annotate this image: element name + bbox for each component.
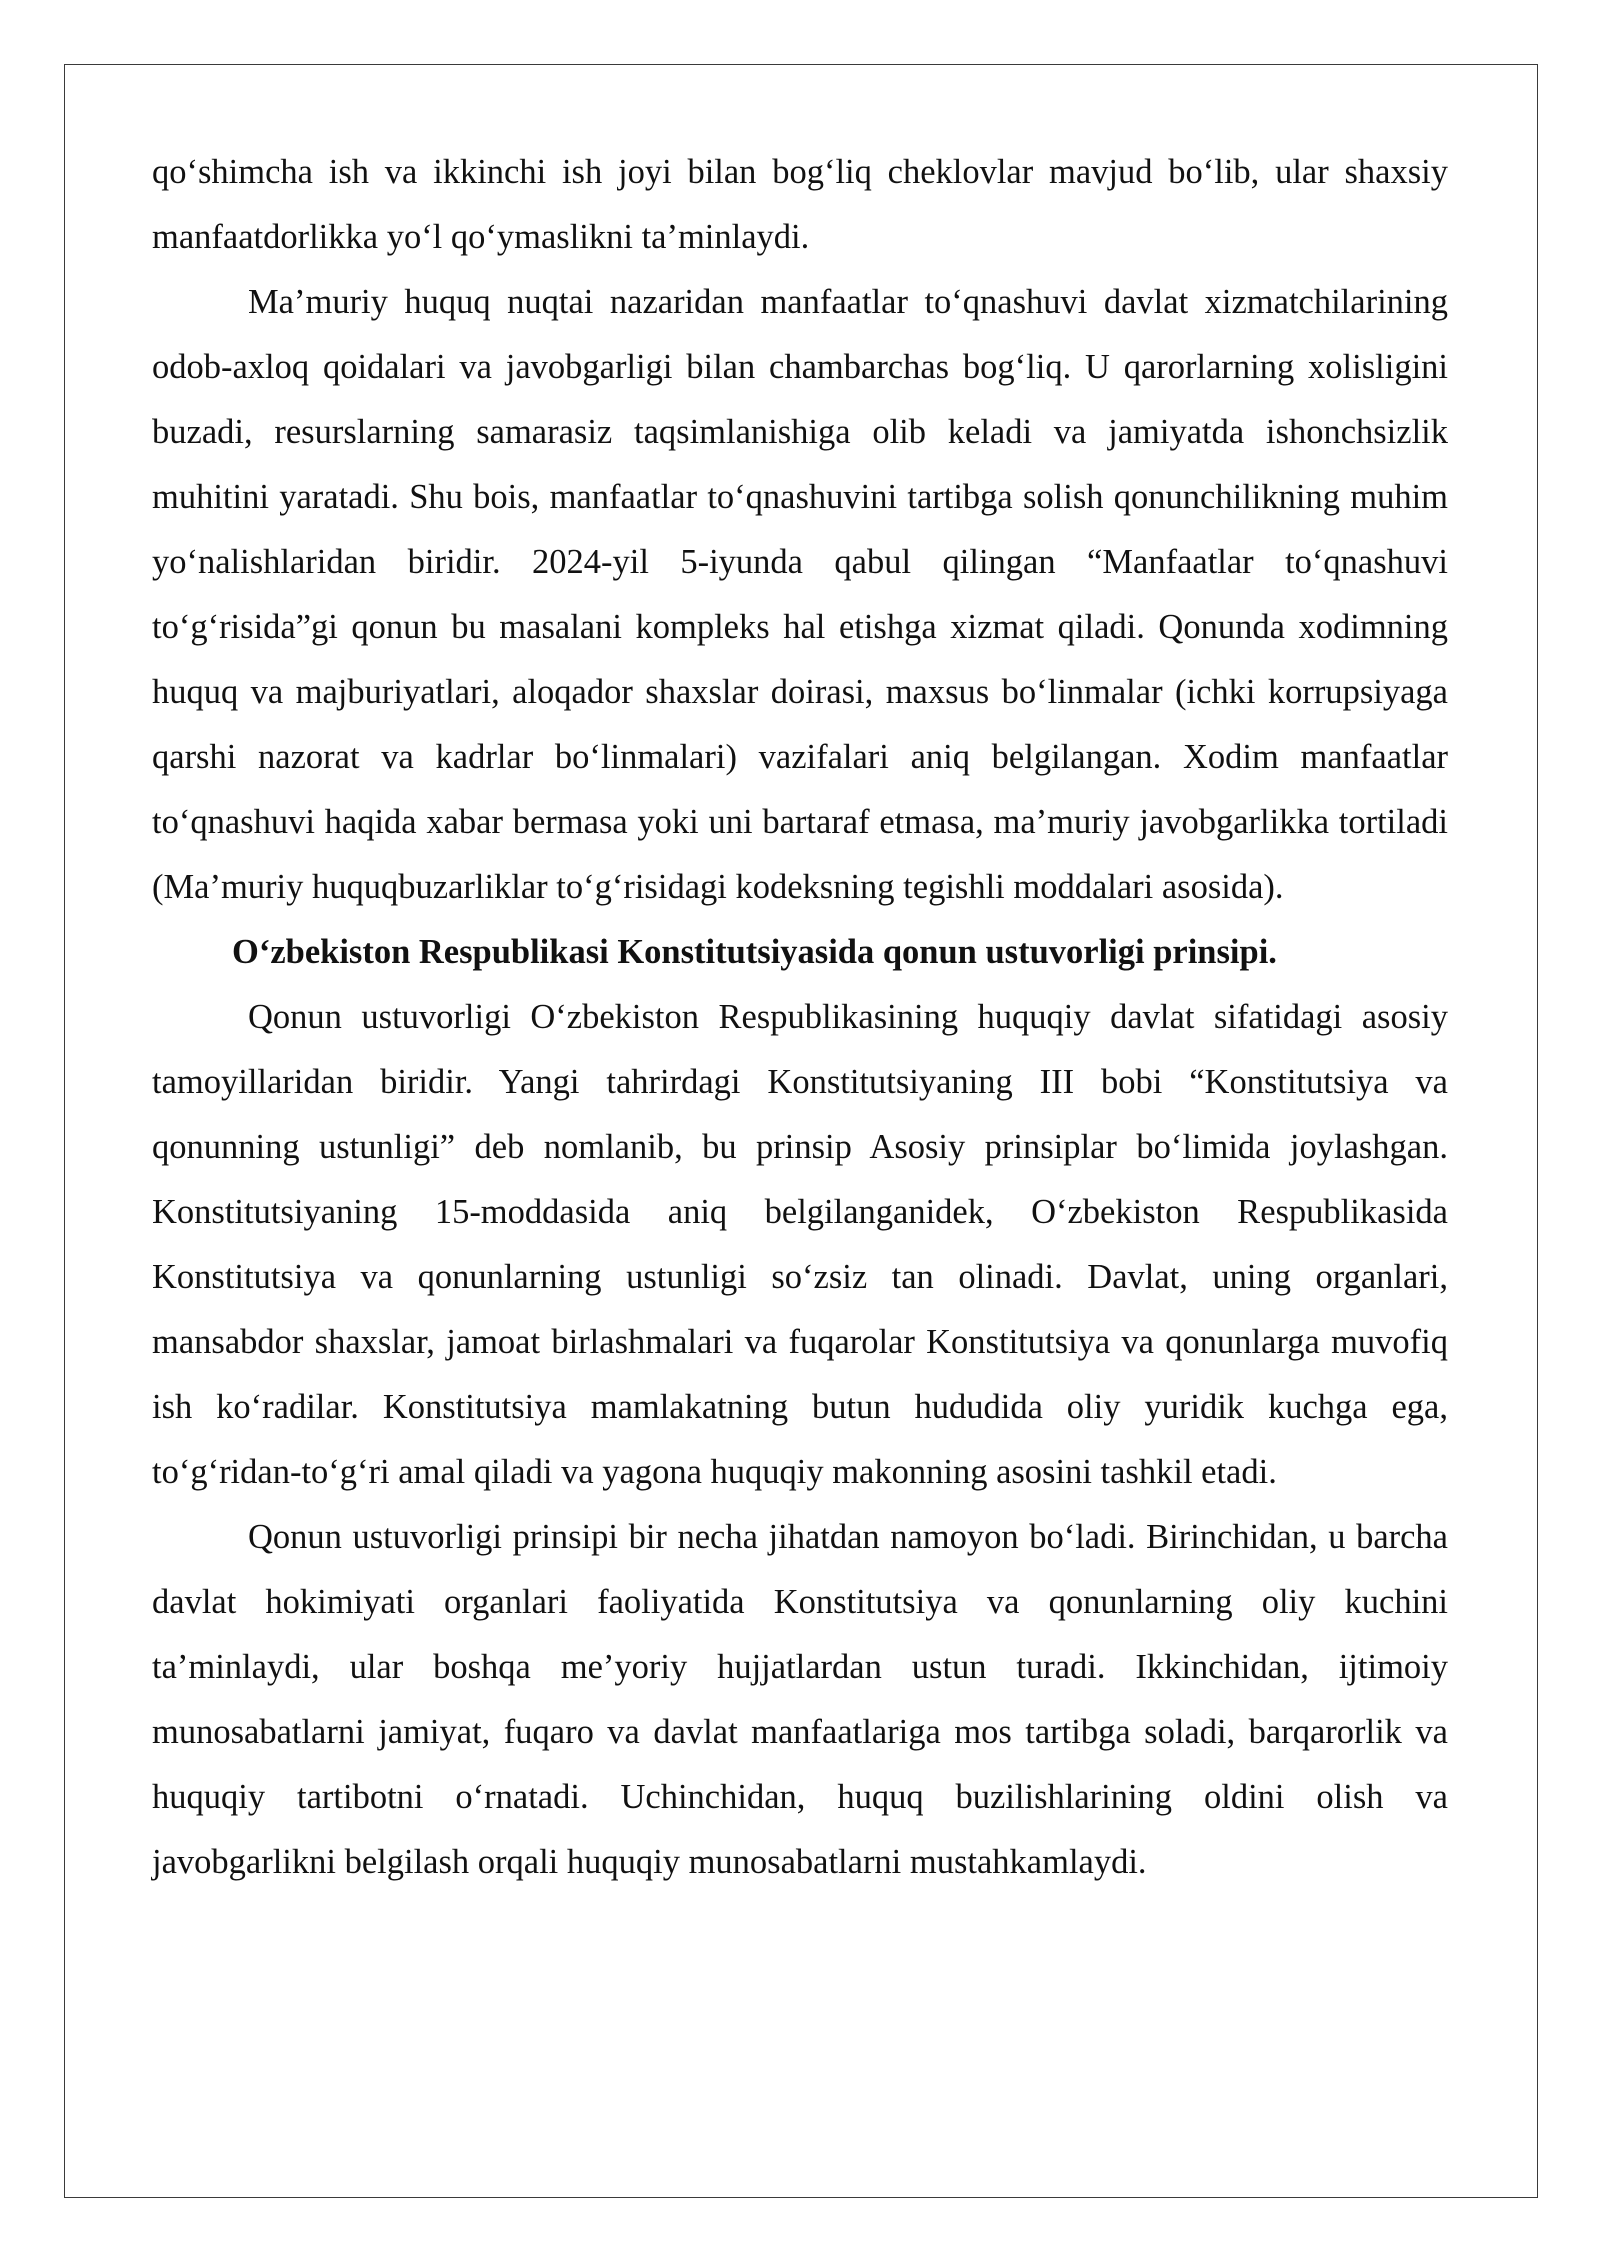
document-body <box>152 140 1448 1895</box>
paragraph-conflict-of-interest: Ma’muriy huquq nuqtai nazaridan manfaatlar to‘qnashuvi davlat xizmatchilarining odob-axloq qoidalari va javobgarligi bilan chambarchas bog‘liq. U qarorlarning xolisligini buzadi, resurslarning samarasiz taqsimlanishiga olib keladi va jamiyatda ishonchsizlik muhitini yaratadi. Shu bois, manfaatlar to‘qnashuvini tartibga solish qonunchilikning muhim yo‘nalishlaridan biridir. 2024-yil 5-iyunda qabul qilingan “Manfaatlar to‘qnashuvi to‘g‘risida”gi qonun bu masalani kompleks hal etishga xizmat qiladi. Qonunda xodimning huquq va majburiyatlari, aloqador shaxslar doirasi, maxsus bo‘linmalar (ichki korrupsiyaga qarshi nazorat va kadrlar bo‘linmalari) vazifalari aniq belgilangan. Xodim manfaatlar to‘qnashuvi haqida xabar bermasa yoki uni bartaraf etmasa, ma’muriy javobgarlikka tortiladi (Ma’muriy huquqbuzarliklar to‘g‘risidagi kodeksning tegishli moddalari asosida). <box>152 283 1448 906</box>
paragraph-rule-of-law-aspects: Qonun ustuvorligi prinsipi bir necha jihatdan namoyon bo‘ladi. Birinchidan, u barcha davlat hokimiyati organlari faoliyatida Konstitutsiya va qonunlarning oliy kuchini ta’minlaydi, ular boshqa me’yoriy hujjatlardan ustun turadi. Ikkinchidan, ijtimoiy munosabatlarni jamiyat, fuqaro va davlat manfaatlariga mos tartibga soladi, barqarorlik va huquqiy tartibotni o‘rnatadi. Uchinchidan, huquq buzilishlarining oldini olish va javobgarlikni belgilash orqali huquqiy munosabatlarni mustahkamlaydi. <box>152 1518 1448 1881</box>
paragraph-rule-of-law: Qonun ustuvorligi O‘zbekiston Respublikasining huquqiy davlat sifatidagi asosiy tamoyillaridan biridir. Yangi tahrirdagi Konstitutsiyaning III bobi “Konstitutsiya va qonunning ustunligi” deb nomlanib, bu prinsip Asosiy prinsiplar bo‘limida joylashgan. Konstitutsiyaning 15-moddasida aniq belgilanganidek, O‘zbekiston Respublikasida Konstitutsiya va qonunlarning ustunligi so‘zsiz tan olinadi. Davlat, uning organlari, mansabdor shaxslar, jamoat birlashmalari va fuqarolar Konstitutsiya va qonunlarga muvofiq ish ko‘radilar. Konstitutsiya mamlakatning butun hududida oliy yuridik kuchga ega, to‘g‘ridan-to‘g‘ri amal qiladi va yagona huquqiy makonning asosini tashkil etadi. <box>152 998 1448 1491</box>
paragraph-continuation: qo‘shimcha ish va ikkinchi ish joyi bilan bog‘liq cheklovlar mavjud bo‘lib, ular shaxsiy manfaatdorlikka yo‘l qo‘ymaslikni ta’minlaydi. <box>152 153 1448 256</box>
section-heading: O‘zbekiston Respublikasi Konstitutsiyasida qonun ustuvorligi prinsipi. <box>232 933 1277 971</box>
